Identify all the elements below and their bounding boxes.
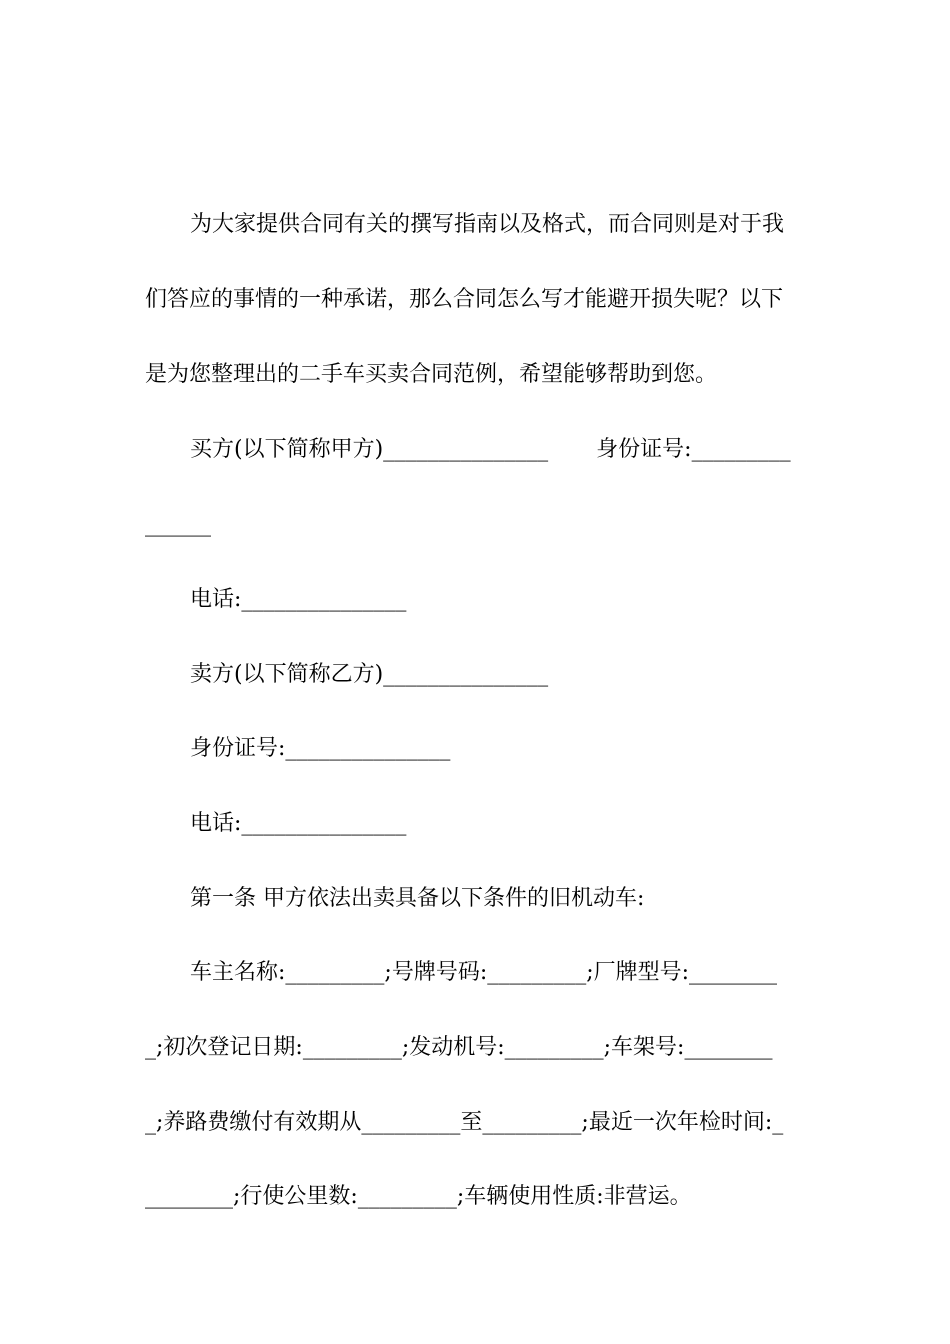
article-1-line-2: _;初次登记日期:_________;发动机号:_________;车架号:________ — [145, 1035, 773, 1060]
article-1-line-4: ________;行使公里数:_________;车辆使用性质:非营运。 — [145, 1184, 692, 1209]
seller-id: 身份证号:_______________ — [190, 736, 451, 761]
seller-label: 卖方(以下简称乙方)_______________ — [190, 662, 549, 687]
article-1-title: 第一条 甲方依法出卖具备以下条件的旧机动车: — [190, 886, 645, 911]
article-1-line-3: _;养路费缴付有效期从_________至_________;最近一次年检时间:_ — [145, 1110, 784, 1135]
buyer-label: 买方(以下简称甲方)_______________ — [190, 437, 549, 462]
buyer-phone: 电话:_______________ — [190, 587, 407, 612]
buyer-id-continuation: ______ — [145, 512, 211, 537]
buyer-row — [190, 435, 830, 465]
intro-line-3: 是为您整理出的二手车买卖合同范例，希望能够帮助到您。 — [145, 362, 718, 387]
intro-line-1: 为大家提供合同有关的撰写指南以及格式，而合同则是对于我 — [190, 212, 785, 237]
intro-line-2: 们答应的事情的一种承诺，那么合同怎么写才能避开损失呢？以下 — [145, 287, 784, 312]
buyer-id-label: 身份证号:_________ — [596, 437, 791, 462]
article-1-line-1: 车主名称:_________;号牌号码:_________;厂牌型号:________ — [190, 960, 778, 985]
seller-phone: 电话:_______________ — [190, 811, 407, 836]
